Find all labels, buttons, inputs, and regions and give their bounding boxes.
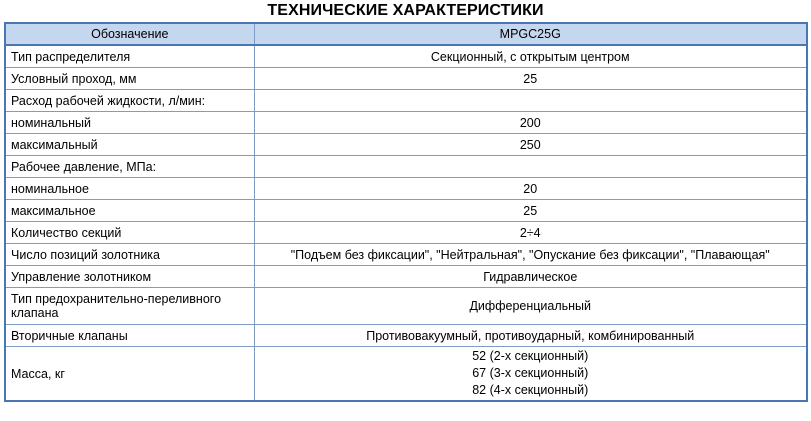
table-row — [5, 134, 807, 156]
table-header-row — [5, 23, 807, 45]
row-value: 25 — [254, 68, 807, 90]
table-row — [5, 45, 807, 68]
table-row — [5, 200, 807, 222]
row-value: 25 — [254, 200, 807, 222]
table-row — [5, 244, 807, 266]
table-row — [5, 325, 807, 347]
page-title: ТЕХНИЧЕСКИЕ ХАРАКТЕРИСТИКИ — [267, 2, 544, 19]
header-model: MPGC25G — [254, 23, 807, 45]
mass-value-3-section: 67 (3-х секционный) — [472, 366, 589, 380]
row-value: Дифференциальный — [254, 288, 807, 325]
row-label: Количество секций — [5, 222, 254, 244]
table-row — [5, 288, 807, 325]
table-row — [5, 178, 807, 200]
row-label: Управление золотником — [5, 266, 254, 288]
row-label: Тип распределителя — [5, 45, 254, 68]
row-label: максимальное — [5, 200, 254, 222]
row-label: Расход рабочей жидкости, л/мин: — [5, 90, 254, 112]
row-value: 250 — [254, 134, 807, 156]
row-label: Вторичные клапаны — [5, 325, 254, 347]
row-label: максимальный — [5, 134, 254, 156]
header-designation: Обозначение — [5, 23, 254, 45]
row-label: Тип предохранительно-переливного клапана — [5, 288, 254, 325]
row-value: Гидравлическое — [254, 266, 807, 288]
table-row — [5, 112, 807, 134]
table-row — [5, 68, 807, 90]
row-label: номинальный — [5, 112, 254, 134]
row-label: номинальное — [5, 178, 254, 200]
mass-value-2-section: 52 (2-х секционный) — [472, 349, 589, 363]
row-value: "Подъем без фиксации", "Нейтральная", "Опускание без фиксации", "Плавающая" — [254, 244, 807, 266]
row-label: Рабочее давление, МПа: — [5, 156, 254, 178]
row-value: 200 — [254, 112, 807, 134]
row-value: Противовакуумный, противоударный, комбинированный — [254, 325, 807, 347]
row-label: Условный проход, мм — [5, 68, 254, 90]
mass-value-4-section: 82 (4-х секционный) — [472, 383, 589, 397]
row-value — [254, 156, 807, 178]
row-value: 20 — [254, 178, 807, 200]
table-row — [5, 90, 807, 112]
row-label: Число позиций золотника — [5, 244, 254, 266]
row-value: Секционный, с открытым центром — [254, 45, 807, 68]
table-row — [5, 266, 807, 288]
table-row — [5, 222, 807, 244]
mass-label: Масса, кг — [5, 347, 254, 402]
table-row-mass — [5, 347, 807, 402]
table-row — [5, 156, 807, 178]
row-value: 2÷4 — [254, 222, 807, 244]
specifications-table — [4, 22, 808, 402]
mass-values — [254, 347, 807, 402]
row-value — [254, 90, 807, 112]
